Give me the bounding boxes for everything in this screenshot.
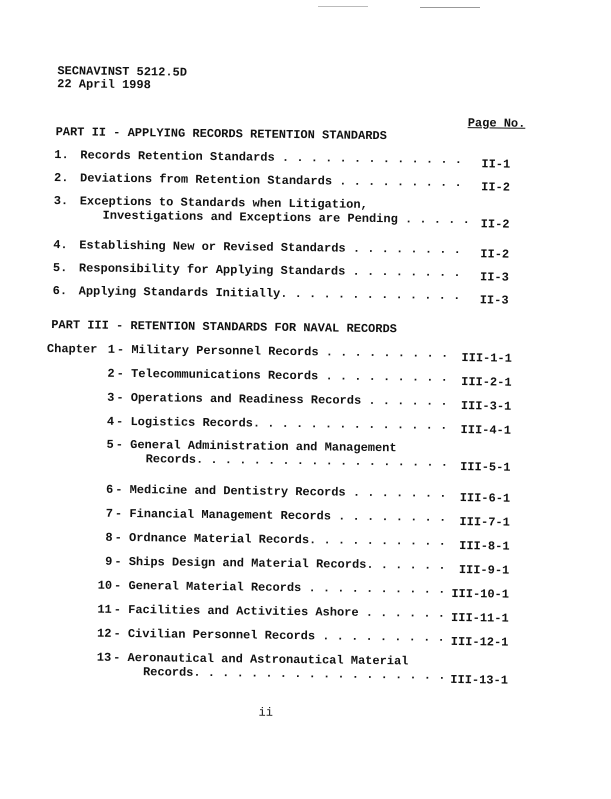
chapter-title-wrap: - General Administration and Management bbox=[115, 437, 397, 456]
toc-entry bbox=[0, 283, 609, 308]
chapter-page: III-9-1 bbox=[458, 563, 510, 578]
entry-number: 1. bbox=[54, 148, 69, 163]
chapter-title-line2: Records. . . . bbox=[143, 665, 443, 683]
toc-entry bbox=[0, 170, 610, 195]
entry-page: II-1 bbox=[481, 157, 511, 172]
chapter-page: III-3-1 bbox=[460, 399, 512, 414]
chapter-number: 13 bbox=[96, 650, 112, 665]
chapter-title-wrap: - Civilian Personnel Records . . . bbox=[113, 627, 453, 645]
chapter-page: III-10-1 bbox=[451, 586, 510, 602]
chapter-entry bbox=[0, 601, 605, 626]
footer-page-number: ii bbox=[258, 705, 274, 720]
entry-title-wrap bbox=[80, 171, 470, 190]
chapter-title: Medicine and Dentistry Records . . . bbox=[130, 483, 456, 501]
entry-title-wrap bbox=[79, 238, 469, 257]
chapter-page: III-6-1 bbox=[459, 491, 511, 506]
entry-title: Establishing New or Revised Standards . . . bbox=[79, 238, 469, 257]
entry-title-wrap bbox=[80, 148, 470, 167]
chapter-number: 9 bbox=[105, 554, 113, 569]
chapter-page: III-5-1 bbox=[460, 460, 511, 475]
entry-number: 2. bbox=[53, 171, 69, 186]
chapter-entry bbox=[0, 389, 607, 414]
chapter-number: 7 bbox=[105, 506, 114, 521]
chapter-number: 6 bbox=[105, 482, 114, 497]
entry-number: 4. bbox=[53, 238, 68, 253]
chapter-entry bbox=[0, 413, 607, 438]
chapter-page: III-12-1 bbox=[450, 634, 509, 650]
toc-entry bbox=[0, 260, 609, 285]
chapter-entry bbox=[0, 365, 608, 390]
chapter-number: 4 bbox=[106, 414, 115, 429]
chapter-title: General Material Records . . . bbox=[128, 579, 454, 597]
chapter-title-continued bbox=[143, 665, 443, 683]
entry-title: Exceptions to Standards when Litigation, bbox=[79, 194, 368, 212]
chapter-title-wrap: - Ships Design and Material Records. . . . bbox=[114, 555, 454, 573]
chapter-title-wrap: - Financial Management Records . . . bbox=[115, 507, 455, 525]
chapter-number: 11 bbox=[97, 602, 112, 617]
entry-page: II-2 bbox=[480, 247, 510, 262]
chapter-title-wrap: - Military Personnel Records . . . bbox=[117, 343, 457, 361]
chapter-number: 8 bbox=[105, 530, 113, 545]
chapter-entry bbox=[0, 505, 606, 530]
entry-title-wrap bbox=[79, 261, 469, 280]
chapter-title: Military Personnel Records . . . bbox=[131, 343, 457, 361]
chapter-title-wrap: - Operations and Readiness Records . . . bbox=[116, 391, 456, 409]
chapter-page: III-4-1 bbox=[460, 423, 512, 438]
entry-page: II-3 bbox=[479, 293, 509, 308]
chapter-entry bbox=[0, 529, 606, 554]
chapter-number: 3 bbox=[107, 390, 115, 405]
chapter-title: Logistics Records. . . . bbox=[130, 415, 456, 433]
chapter-number: 1 bbox=[107, 342, 116, 357]
doc-id: SECNAVINST 5212.5D bbox=[57, 64, 188, 80]
entry-title-line2: Investigations and Exceptions are Pending . . . bbox=[103, 209, 473, 228]
chapter-title-wrap: - General Material Records . . . bbox=[114, 579, 454, 597]
chapter-title-line2: Records. . . . bbox=[146, 452, 446, 470]
chapter-title-wrap: - Medicine and Dentistry Records . . . bbox=[115, 483, 455, 501]
entry-number: 5. bbox=[52, 261, 68, 276]
chapter-page: III-13-1 bbox=[450, 672, 509, 688]
entry-page: II-2 bbox=[480, 217, 510, 232]
chapter-entry bbox=[0, 436, 607, 475]
toc-entry bbox=[0, 193, 610, 232]
chapter-title-continued bbox=[146, 452, 446, 470]
chapter-title-wrap: - Logistics Records. . . . bbox=[116, 415, 456, 433]
entry-page: II-3 bbox=[479, 270, 509, 285]
part3-title: PART III - RETENTION STANDARDS FOR NAVAL RECORDS bbox=[51, 318, 397, 337]
toc-entry bbox=[0, 237, 609, 262]
chapter-title: Ships Design and Material Records. . . . bbox=[129, 555, 455, 573]
chapter-title: Civilian Personnel Records . . . bbox=[128, 627, 454, 645]
page-no-heading: Page No. bbox=[467, 116, 526, 131]
entry-title-wrap bbox=[79, 284, 469, 303]
chapter-page: III-8-1 bbox=[459, 539, 510, 554]
chapter-title: Aeronautical and Astronautical Material bbox=[127, 650, 409, 669]
chapter-entry bbox=[0, 553, 605, 578]
doc-date: 22 April 1998 bbox=[57, 77, 151, 93]
chapter-page: III-11-1 bbox=[451, 610, 509, 626]
chapter-page: III-7-1 bbox=[459, 515, 510, 530]
entry-title: Applying Standards Initially. . . . bbox=[79, 284, 469, 303]
chapter-number: 10 bbox=[97, 578, 113, 593]
entry-number: 6. bbox=[52, 284, 68, 299]
chapter-title: Facilities and Activities Ashore . . . bbox=[128, 603, 454, 621]
chapter-title: Operations and Readiness Records . . . bbox=[131, 391, 457, 409]
chapter-title-wrap: - Telecommunications Records . . . bbox=[117, 367, 457, 385]
chapter-entry bbox=[0, 625, 605, 650]
entry-title: Records Retention Standards . . . bbox=[80, 148, 470, 167]
chapter-title-wrap: - Ordnance Material Records. . . . bbox=[115, 531, 455, 549]
chapter-title: Telecommunications Records . . . bbox=[131, 367, 457, 385]
chapter-title-wrap: - Facilities and Activities Ashore . . . bbox=[114, 603, 454, 621]
chapter-title-wrap: - Aeronautical and Astronautical Material bbox=[113, 650, 409, 669]
chapter-number: 2 bbox=[107, 366, 115, 381]
chapter-title: General Administration and Management bbox=[130, 438, 397, 456]
toc-entry bbox=[0, 147, 610, 172]
entry-title: Responsibility for Applying Standards . . . bbox=[79, 261, 469, 280]
chapter-page: III-1-1 bbox=[461, 351, 512, 366]
entry-number: 3. bbox=[53, 194, 69, 209]
chapter-page: III-2-1 bbox=[461, 375, 512, 390]
part2-title: PART II - APPLYING RECORDS RETENTION STANDARDS bbox=[55, 125, 387, 144]
chapter-number: 5 bbox=[106, 437, 114, 452]
chapter-title: Financial Management Records . . . bbox=[129, 507, 455, 525]
chapter-entry bbox=[0, 577, 605, 602]
chapter-title: Ordnance Material Records. . . . bbox=[129, 531, 455, 549]
chapter-number: 12 bbox=[96, 626, 112, 641]
chapter-label: Chapter bbox=[46, 341, 98, 357]
entry-title: Deviations from Retention Standards . . . bbox=[80, 171, 470, 190]
chapter-entry bbox=[0, 481, 606, 506]
chapter-entry bbox=[0, 649, 604, 688]
entry-page: II-2 bbox=[481, 180, 511, 195]
